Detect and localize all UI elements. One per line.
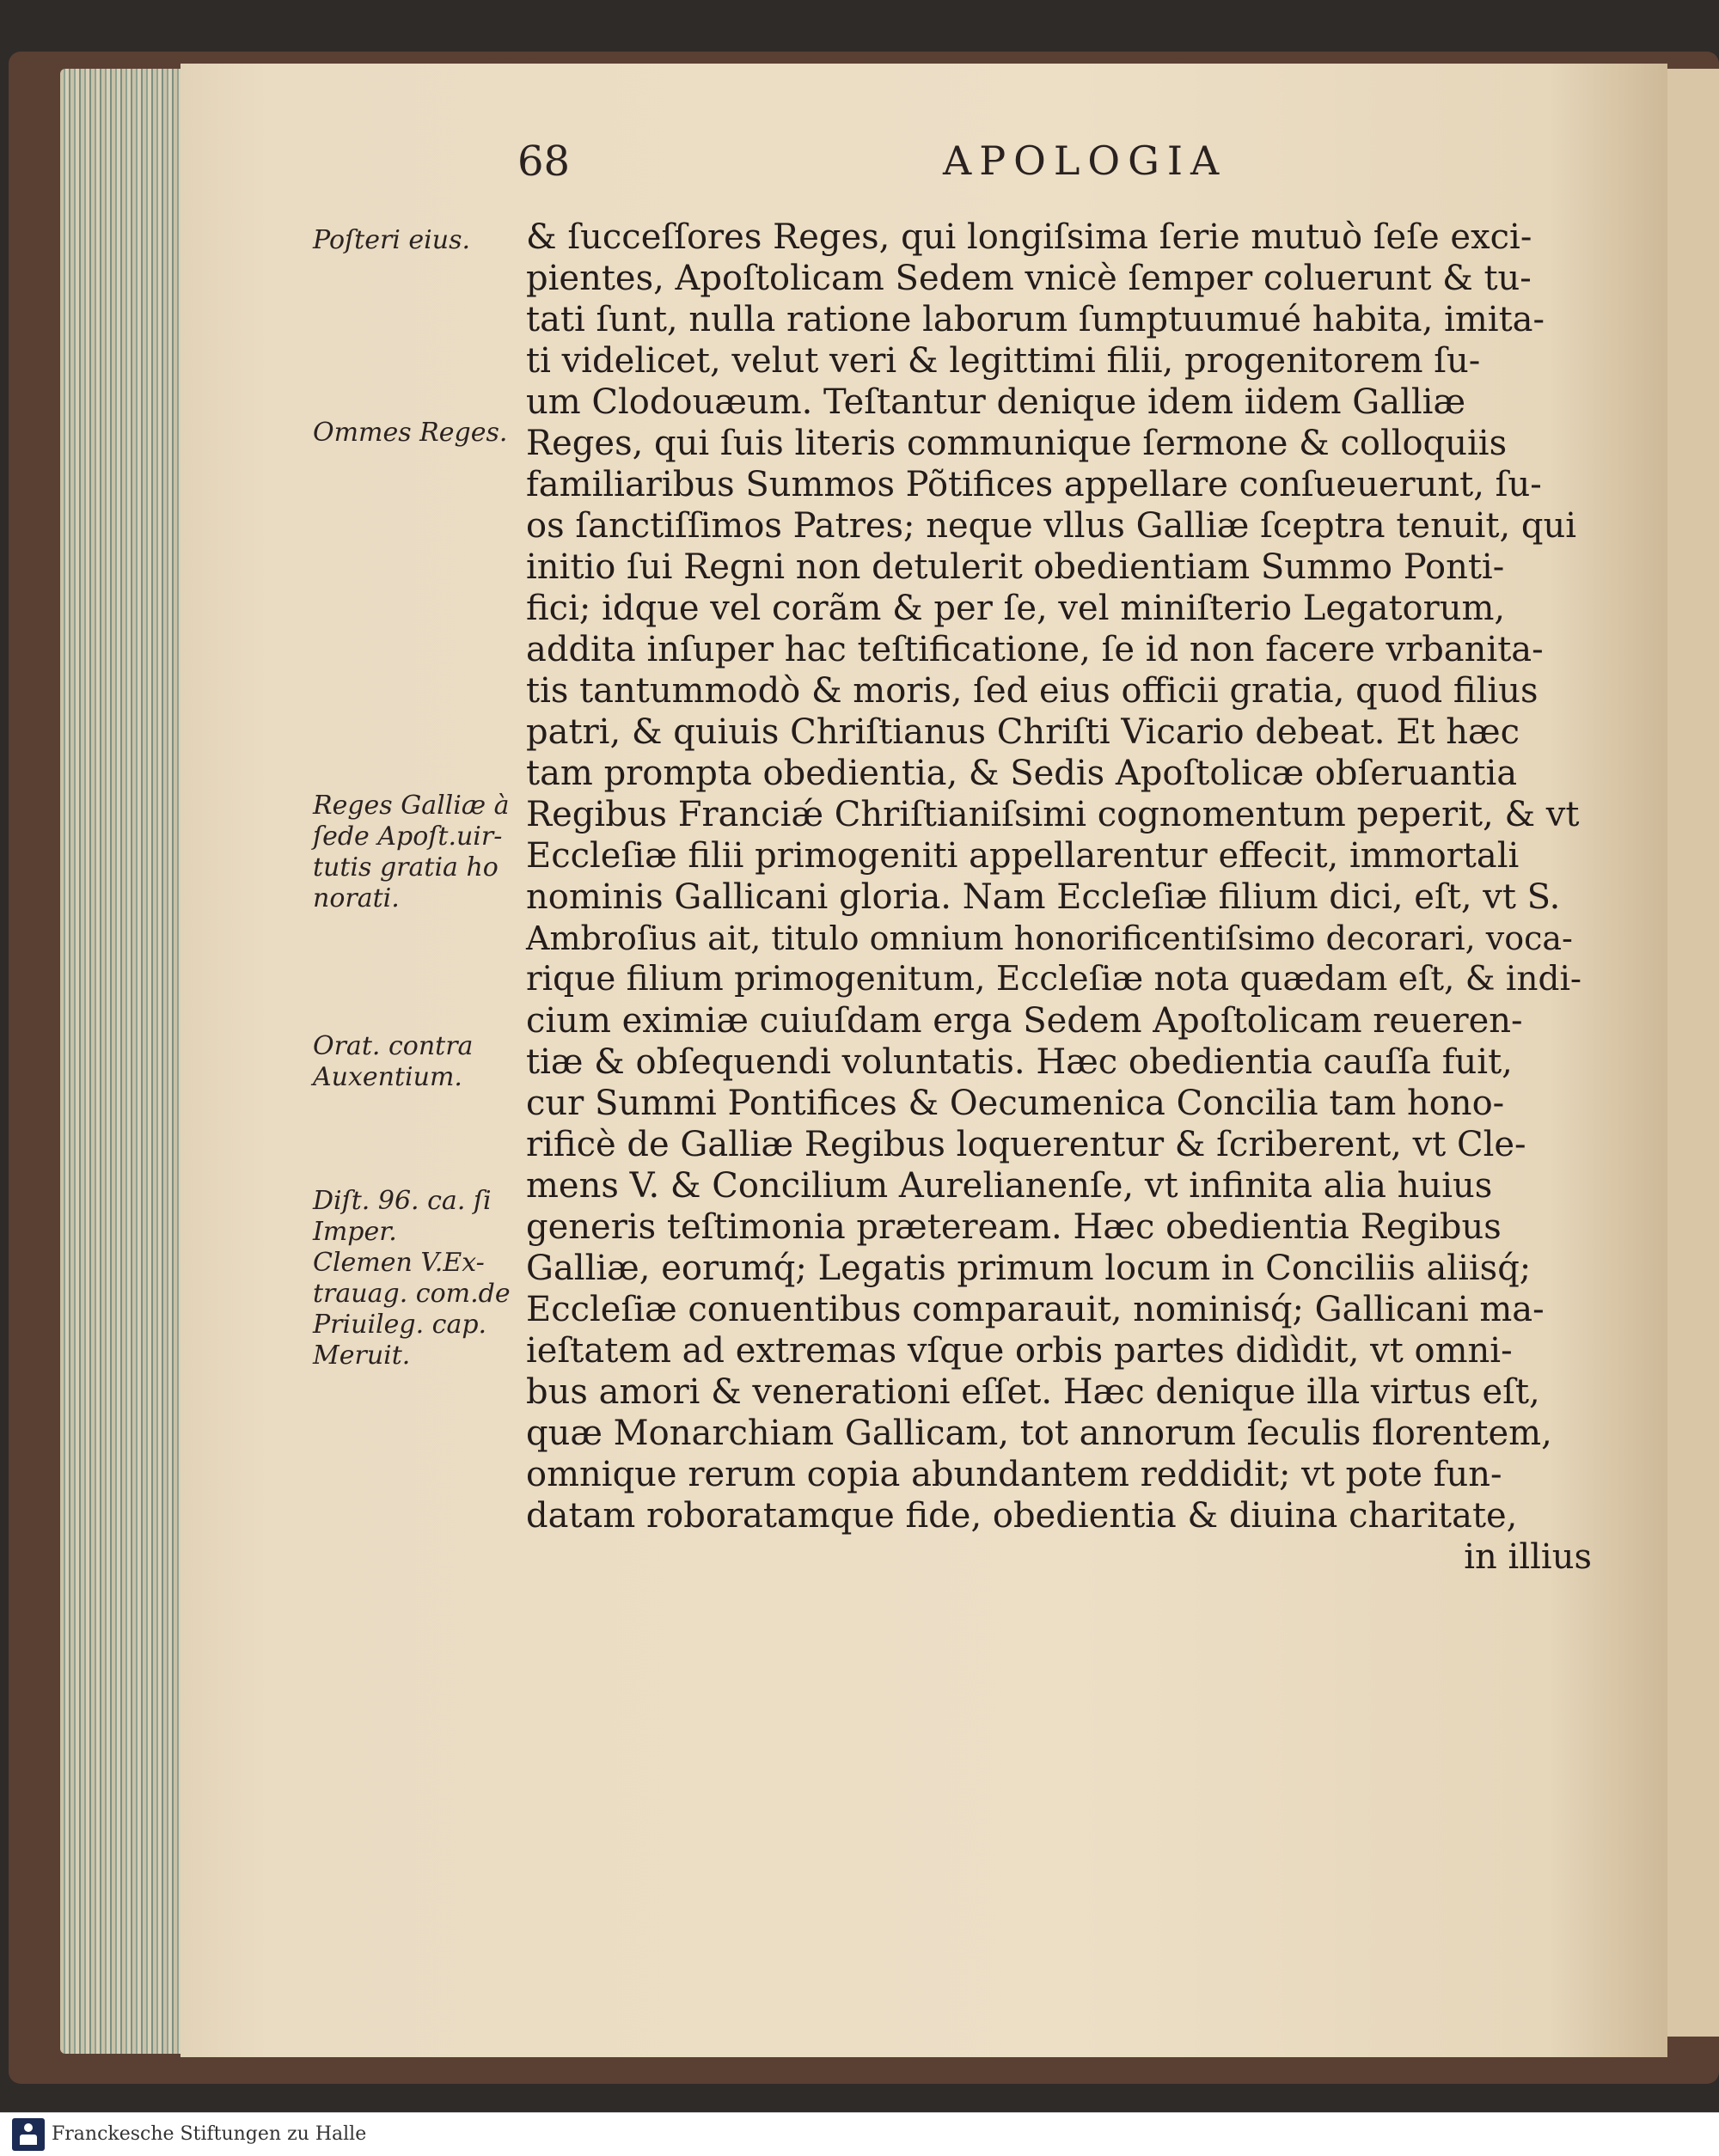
text-line: patri, & quiuis Chriſtianus Chriſti Vicario debeat. Et hæc bbox=[526, 712, 1520, 752]
page-number: 68 bbox=[517, 137, 571, 186]
text-line: cur Summi Pontifices & Oecumenica Concilia tam hono- bbox=[526, 1084, 1505, 1123]
text-line: familiaribus Summos Põtifices appellare conſueuerunt, ſu- bbox=[526, 465, 1542, 504]
footer-label: Franckesche Stiftungen zu Halle bbox=[52, 2123, 367, 2145]
text-line: quæ Monarchiam Gallicam, tot annorum ſeculis florentem, bbox=[526, 1414, 1552, 1453]
text-line: Regibus Franciǽ Chriſtianiſsimi cognomentum peperit, & vt bbox=[526, 795, 1580, 834]
margin-note: Orat. contra Auxentium. bbox=[313, 1031, 474, 1092]
text-line: Galliæ, eorumq́; Legatis primum locum in Conciliis aliisq́; bbox=[526, 1249, 1532, 1288]
text-line: rique filium primogenitum, Eccleſiæ nota quædam eſt, & indi- bbox=[526, 960, 1582, 999]
book-page-edges bbox=[60, 69, 189, 2054]
text-line: omnique rerum copia abundantem reddidit; vt pote fun- bbox=[526, 1455, 1502, 1494]
text-line: generis teſtimonia præteream. Hæc obedientia Regibus bbox=[526, 1207, 1502, 1247]
text-line: ieſtatem ad extremas vſque orbis partes didìdit, vt omni- bbox=[526, 1331, 1513, 1371]
footer-bar bbox=[0, 2112, 1719, 2156]
text-line: ti videlicet, velut veri & legittimi filii, progenitorem ſu- bbox=[526, 341, 1481, 381]
margin-note: Ommes Reges. bbox=[313, 418, 508, 448]
text-line: os ſanctiſſimos Patres; neque vllus Galliæ ſceptra tenuit, qui bbox=[526, 506, 1577, 546]
text-line: mens V. & Concilium Aurelianenſe, vt infinita alia huius bbox=[526, 1166, 1493, 1206]
text-line: Eccleſiæ filii primogeniti appellarentur effecit, immortali bbox=[526, 836, 1520, 876]
text-line: bus amori & venerationi eſſet. Hæc denique illa virtus eſt, bbox=[526, 1372, 1540, 1412]
text-line: fici; idque vel corãm & per ſe, vel miniſterio Legatorum, bbox=[526, 589, 1506, 628]
text-line: Ambroſius ait, titulo omnium honorificentiſsimo decorari, voca- bbox=[526, 919, 1573, 957]
facing-page-edge bbox=[1659, 69, 1719, 2037]
body-text bbox=[526, 217, 1592, 1578]
text-line: Reges, qui ſuis literis communique ſermone & colloquiis bbox=[526, 424, 1508, 463]
text-line: tati ſunt, nulla ratione laborum ſumptuumué habita, imita- bbox=[526, 300, 1545, 339]
text-line: tis tantummodò & moris, ſed eius officii gratia, quod filius bbox=[526, 671, 1539, 711]
text-line: cium eximiæ cuiuſdam erga Sedem Apoſtolicam reueren- bbox=[526, 1001, 1523, 1041]
franckesche-stiftungen-logo-icon[interactable] bbox=[12, 2118, 45, 2151]
text-line: & ſucceſſores Reges, qui longiſsima ſerie mutuò ſeſe exci- bbox=[526, 217, 1532, 257]
text-line: nominis Gallicani gloria. Nam Eccleſiæ filium dici, eſt, vt S. bbox=[526, 877, 1561, 917]
text-line: um Clodouæum. Teſtantur denique idem iidem Galliæ bbox=[526, 382, 1466, 422]
margin-note: Reges Galliæ à ſede Apoſt.uir- tutis gratia ho norati. bbox=[313, 791, 510, 913]
text-line: pientes, Apoſtolicam Sedem vnicè ſemper coluerunt & tu- bbox=[526, 259, 1532, 298]
text-line: tiæ & obſequendi voluntatis. Hæc obedientia cauſſa fuit, bbox=[526, 1042, 1513, 1082]
margin-note: Diſt. 96. ca. ſi Imper. Clemen V.Ex- trauag. com.de Priuileg. cap. Meruit. bbox=[313, 1186, 511, 1371]
catchword: in illius bbox=[1464, 1537, 1592, 1577]
text-line: Eccleſiæ conuentibus comparauit, nominisq́; Gallicani ma- bbox=[526, 1290, 1545, 1329]
text-line: tam prompta obedientia, & Sedis Apoſtolicæ obſeruantia bbox=[526, 754, 1518, 793]
text-line: initio ſui Regni non detulerit obedientiam Summo Ponti- bbox=[526, 547, 1505, 587]
running-title: APOLOGIA bbox=[943, 137, 1227, 184]
text-line: rificè de Galliæ Regibus loquerentur & ſcriberent, vt Cle- bbox=[526, 1125, 1526, 1164]
text-line: datam roboratamque fide, obedientia & diuina charitate, bbox=[526, 1496, 1518, 1536]
text-line: addita inſuper hac teſtificatione, ſe id non facere vrbanita- bbox=[526, 630, 1544, 669]
margin-note: Poſteri eius. bbox=[313, 225, 471, 255]
